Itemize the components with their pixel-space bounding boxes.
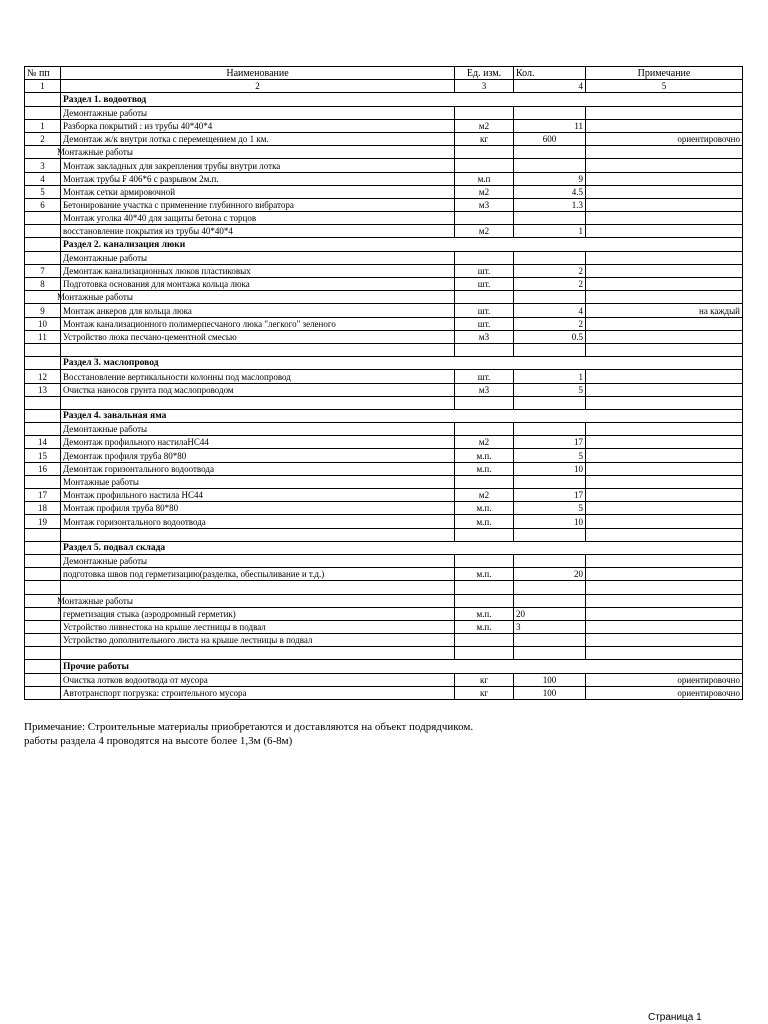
subsection-qty-cell	[514, 106, 586, 119]
blank-qty-cell	[514, 647, 586, 660]
subsection-label: Демонтажные работы	[61, 423, 455, 436]
row-note	[586, 172, 743, 185]
subsection-row	[25, 423, 743, 436]
blank-name-cell	[61, 647, 455, 660]
row-qty: 2	[514, 317, 586, 330]
table-row	[25, 225, 743, 238]
row-unit: м2	[455, 436, 514, 449]
blank-name-cell	[61, 581, 455, 594]
row-note	[586, 119, 743, 132]
section-num-cell	[25, 93, 61, 106]
header-name: Наименование	[61, 67, 455, 80]
row-name: Монтаж канализационного полимерпесчаного люка "легкого" зеленого	[61, 317, 455, 330]
subsection-row	[25, 106, 743, 119]
colnum-2: 2	[61, 80, 455, 93]
row-qty: 5	[514, 449, 586, 462]
row-num: 4	[25, 172, 61, 185]
row-note: на каждый	[586, 304, 743, 317]
table-row	[25, 436, 743, 449]
row-num	[25, 607, 61, 620]
row-unit: м.п.	[455, 515, 514, 528]
row-unit: м2	[455, 489, 514, 502]
row-qty: 17	[514, 436, 586, 449]
table-row	[25, 212, 743, 225]
subsection-label: Монтажные работы	[55, 146, 449, 159]
blank-note-cell	[586, 396, 743, 409]
row-unit: м.п	[455, 172, 514, 185]
subsection-row	[25, 475, 743, 488]
row-qty: 5	[514, 502, 586, 515]
row-unit: м2	[455, 225, 514, 238]
column-number-row	[25, 80, 743, 93]
row-qty: 5	[514, 383, 586, 396]
blank-name-cell	[61, 343, 455, 356]
row-note	[586, 198, 743, 211]
section-row	[25, 660, 743, 673]
row-unit: м2	[455, 119, 514, 132]
row-name: Бетонирование участка с применение глубинного вибратора	[61, 198, 455, 211]
row-unit: м3	[455, 198, 514, 211]
row-name: Устройство ливнестока на крыше лестницы в подвал	[61, 620, 455, 633]
subsection-unit-cell	[455, 146, 514, 159]
row-unit: м.п.	[455, 502, 514, 515]
table-row	[25, 568, 743, 581]
subsection-row	[25, 251, 743, 264]
table-row	[25, 264, 743, 277]
subsection-unit-cell	[455, 251, 514, 264]
subsection-label: Демонтажные работы	[61, 251, 455, 264]
row-name: Монтаж трубы ₣ 406*6 с разрывом 2м.п.	[61, 172, 455, 185]
colnum-4: 4	[514, 80, 586, 93]
row-num: 12	[25, 370, 61, 383]
row-num	[25, 634, 61, 647]
row-qty: 4	[514, 304, 586, 317]
row-name: Автотранспорт погрузка: строительного мусора	[61, 686, 455, 699]
section-num-cell	[25, 541, 61, 554]
section-num-cell	[25, 357, 61, 370]
row-qty: 10	[514, 462, 586, 475]
row-note	[586, 462, 743, 475]
section-row	[25, 357, 743, 370]
blank-num-cell	[25, 528, 61, 541]
row-unit: кг	[455, 673, 514, 686]
blank-row	[25, 528, 743, 541]
row-unit	[455, 159, 514, 172]
row-name: подготовка швов под герметизацию(разделка, обеспыливание и т.д.)	[61, 568, 455, 581]
header-num: № пп	[25, 67, 61, 80]
row-qty: 17	[514, 489, 586, 502]
row-note	[586, 159, 743, 172]
section-num-cell	[25, 660, 61, 673]
subsection-num-cell	[25, 475, 61, 488]
row-note	[586, 278, 743, 291]
table-row	[25, 502, 743, 515]
row-num	[25, 620, 61, 633]
subsection-row	[25, 291, 743, 304]
row-name: Устройство люка песчано-цементной смесью	[61, 330, 455, 343]
page-number: Страница 1	[648, 1012, 702, 1023]
blank-row	[25, 396, 743, 409]
row-num	[25, 686, 61, 699]
row-qty: 1.3	[514, 198, 586, 211]
blank-num-cell	[25, 581, 61, 594]
row-qty: 20	[514, 607, 586, 620]
table-row	[25, 449, 743, 462]
row-num: 1	[25, 119, 61, 132]
blank-unit-cell	[455, 343, 514, 356]
row-qty: 4.5	[514, 185, 586, 198]
row-qty	[514, 634, 586, 647]
blank-num-cell	[25, 343, 61, 356]
row-num	[25, 225, 61, 238]
footnote-height: работы раздела 4 проводятся на высоте более 1,3м (6-8м)	[24, 735, 293, 747]
row-qty: 2	[514, 278, 586, 291]
section-row	[25, 541, 743, 554]
blank-unit-cell	[455, 581, 514, 594]
blank-note-cell	[586, 581, 743, 594]
row-note	[586, 317, 743, 330]
row-note	[586, 634, 743, 647]
table-row	[25, 607, 743, 620]
row-name: восстановление покрытия из трубы 40*40*4	[61, 225, 455, 238]
blank-unit-cell	[455, 528, 514, 541]
row-unit: м3	[455, 383, 514, 396]
section-row	[25, 93, 743, 106]
colnum-1: 1	[25, 80, 61, 93]
table-row	[25, 330, 743, 343]
row-name: Демонтаж горизонтального водоотвода	[61, 462, 455, 475]
row-num: 3	[25, 159, 61, 172]
row-note	[586, 225, 743, 238]
subsection-unit-cell	[455, 475, 514, 488]
row-num: 7	[25, 264, 61, 277]
subsection-label: Демонтажные работы	[61, 554, 455, 567]
row-note	[586, 185, 743, 198]
row-num: 9	[25, 304, 61, 317]
blank-qty-cell	[514, 581, 586, 594]
blank-num-cell	[25, 396, 61, 409]
table-row	[25, 620, 743, 633]
row-name: Монтаж закладных для закрепления трубы внутри лотка	[61, 159, 455, 172]
table-row	[25, 172, 743, 185]
row-unit: шт.	[455, 278, 514, 291]
row-note	[586, 436, 743, 449]
row-unit: шт.	[455, 317, 514, 330]
subsection-row	[25, 554, 743, 567]
row-qty: 20	[514, 568, 586, 581]
subsection-unit-cell	[455, 423, 514, 436]
blank-name-cell	[61, 396, 455, 409]
row-qty: 100	[514, 673, 586, 686]
subsection-unit-cell	[455, 106, 514, 119]
row-num: 10	[25, 317, 61, 330]
row-qty: 2	[514, 264, 586, 277]
row-note	[586, 489, 743, 502]
row-num: 19	[25, 515, 61, 528]
row-name: Монтаж уголка 40*40 для защиты бетона с торцов	[61, 212, 455, 225]
subsection-qty-cell	[514, 251, 586, 264]
header-note: Примечание	[586, 67, 743, 80]
subsection-qty-cell	[514, 475, 586, 488]
blank-note-cell	[586, 528, 743, 541]
row-unit: кг	[455, 132, 514, 145]
blank-unit-cell	[455, 396, 514, 409]
section-title: Раздел 1. водоотвод	[61, 93, 743, 106]
row-note	[586, 515, 743, 528]
row-name: Демонтаж канализационных люков пластиковых	[61, 264, 455, 277]
table-row	[25, 686, 743, 699]
row-unit	[455, 634, 514, 647]
table-row	[25, 673, 743, 686]
row-name: Демонтаж ж/к внутри лотка с перемещением до 1 км.	[61, 132, 455, 145]
row-qty: 600	[514, 132, 586, 145]
row-name: Очистка наносов грунта под маслопроводом	[61, 383, 455, 396]
row-note	[586, 607, 743, 620]
row-name: Монтаж сетки армировочной	[61, 185, 455, 198]
section-title: Раздел 5. подвал склада	[61, 541, 743, 554]
row-note	[586, 620, 743, 633]
row-unit: м.п.	[455, 449, 514, 462]
row-note	[586, 449, 743, 462]
row-unit	[455, 212, 514, 225]
blank-row	[25, 343, 743, 356]
row-note: ориентировочно	[586, 673, 743, 686]
work-estimate-table	[24, 66, 743, 700]
table-header-row	[25, 67, 743, 80]
row-name: Монтаж анкеров для кольца люка	[61, 304, 455, 317]
subsection-qty-cell	[514, 423, 586, 436]
row-note	[586, 568, 743, 581]
subsection-qty-cell	[514, 146, 586, 159]
subsection-label: Демонтажные работы	[61, 106, 455, 119]
row-num: 13	[25, 383, 61, 396]
header-unit: Ед. изм.	[455, 67, 514, 80]
row-unit: м2	[455, 185, 514, 198]
row-note: ориентировочно	[586, 686, 743, 699]
table-row	[25, 489, 743, 502]
row-num	[25, 568, 61, 581]
row-qty: 1	[514, 225, 586, 238]
row-name: герметизация стыка (аэродромный герметик)	[61, 607, 455, 620]
subsection-num-cell	[25, 106, 61, 119]
table-row	[25, 278, 743, 291]
section-title: Раздел 4. завальная яма	[61, 409, 743, 422]
row-name: Демонтаж профильного настилаНС44	[61, 436, 455, 449]
blank-qty-cell	[514, 343, 586, 356]
subsection-note-cell	[586, 106, 743, 119]
row-num: 17	[25, 489, 61, 502]
row-num	[25, 212, 61, 225]
section-title: Раздел 2. канализация люки	[61, 238, 743, 251]
row-note	[586, 212, 743, 225]
row-note: ориентировочно	[586, 132, 743, 145]
colnum-3: 3	[455, 80, 514, 93]
row-qty	[514, 212, 586, 225]
subsection-note-cell	[586, 251, 743, 264]
blank-num-cell	[25, 647, 61, 660]
row-name: Разборка покрытий : из трубы 40*40*4	[61, 119, 455, 132]
subsection-note-cell	[586, 554, 743, 567]
table-row	[25, 634, 743, 647]
row-unit: шт.	[455, 370, 514, 383]
subsection-note-cell	[586, 594, 743, 607]
row-name: Восстановление вертикальности колонны под маслопровод	[61, 370, 455, 383]
row-num: 6	[25, 198, 61, 211]
subsection-row	[25, 594, 743, 607]
table-row	[25, 317, 743, 330]
row-name: Монтаж горизонтального водоотвода	[61, 515, 455, 528]
row-name: Монтаж профиля труба 80*80	[61, 502, 455, 515]
table-row	[25, 159, 743, 172]
row-qty: 11	[514, 119, 586, 132]
subsection-label: Монтажные работы	[55, 291, 449, 304]
row-num: 2	[25, 132, 61, 145]
subsection-note-cell	[586, 146, 743, 159]
blank-qty-cell	[514, 528, 586, 541]
table-row	[25, 119, 743, 132]
section-title: Прочие работы	[61, 660, 743, 673]
footnotes	[24, 720, 473, 748]
row-num: 14	[25, 436, 61, 449]
row-note	[586, 502, 743, 515]
row-num: 8	[25, 278, 61, 291]
subsection-num-cell	[25, 554, 61, 567]
subsection-qty-cell	[514, 554, 586, 567]
row-qty: 9	[514, 172, 586, 185]
subsection-qty-cell	[514, 291, 586, 304]
table-row	[25, 462, 743, 475]
subsection-label: Монтажные работы	[55, 594, 449, 607]
row-qty	[514, 159, 586, 172]
blank-row	[25, 581, 743, 594]
subsection-qty-cell	[514, 594, 586, 607]
footnote-materials: Примечание: Строительные материалы приобретаются и доставляются на объект подрядчиком.	[24, 721, 474, 733]
subsection-num-cell	[25, 251, 61, 264]
header-qty: Кол.	[514, 67, 586, 80]
row-num: 15	[25, 449, 61, 462]
row-unit: м3	[455, 330, 514, 343]
row-qty: 0.5	[514, 330, 586, 343]
subsection-unit-cell	[455, 554, 514, 567]
row-num	[25, 673, 61, 686]
table-row	[25, 185, 743, 198]
row-unit: шт.	[455, 264, 514, 277]
row-unit: м.п.	[455, 462, 514, 475]
row-num: 18	[25, 502, 61, 515]
row-name: Монтаж профильного настила НС44	[61, 489, 455, 502]
subsection-unit-cell	[455, 594, 514, 607]
blank-row	[25, 647, 743, 660]
table-row	[25, 132, 743, 145]
row-note	[586, 383, 743, 396]
row-note	[586, 370, 743, 383]
row-name: Подготовка основания для монтажа кольца люка	[61, 278, 455, 291]
row-num: 11	[25, 330, 61, 343]
row-unit: м.п.	[455, 620, 514, 633]
row-qty: 1	[514, 370, 586, 383]
row-unit: шт.	[455, 304, 514, 317]
row-num: 5	[25, 185, 61, 198]
section-num-cell	[25, 409, 61, 422]
table-row	[25, 304, 743, 317]
table-row	[25, 370, 743, 383]
blank-note-cell	[586, 647, 743, 660]
row-unit: кг	[455, 686, 514, 699]
subsection-note-cell	[586, 475, 743, 488]
blank-qty-cell	[514, 396, 586, 409]
table-row	[25, 515, 743, 528]
row-unit: м.п.	[455, 568, 514, 581]
colnum-5: 5	[586, 80, 743, 93]
row-qty: 100	[514, 686, 586, 699]
row-num: 16	[25, 462, 61, 475]
row-name: Очистка лотков водоотвода от мусора	[61, 673, 455, 686]
table-row	[25, 383, 743, 396]
section-row	[25, 238, 743, 251]
subsection-num-cell	[25, 423, 61, 436]
subsection-note-cell	[586, 291, 743, 304]
row-qty: 3	[514, 620, 586, 633]
subsection-label: Монтажные работы	[61, 475, 455, 488]
subsection-unit-cell	[455, 291, 514, 304]
table-row	[25, 198, 743, 211]
row-unit: м.п.	[455, 607, 514, 620]
row-note	[586, 264, 743, 277]
section-title: Раздел 3. маслопровод	[61, 357, 743, 370]
row-name: Демонтаж профиля труба 80*80	[61, 449, 455, 462]
blank-unit-cell	[455, 647, 514, 660]
row-note	[586, 330, 743, 343]
section-num-cell	[25, 238, 61, 251]
blank-name-cell	[61, 528, 455, 541]
section-row	[25, 409, 743, 422]
subsection-note-cell	[586, 423, 743, 436]
blank-note-cell	[586, 343, 743, 356]
row-qty: 10	[514, 515, 586, 528]
subsection-row	[25, 146, 743, 159]
row-name: Устройство дополнительного листа на крыше лестницы в подвал	[61, 634, 455, 647]
